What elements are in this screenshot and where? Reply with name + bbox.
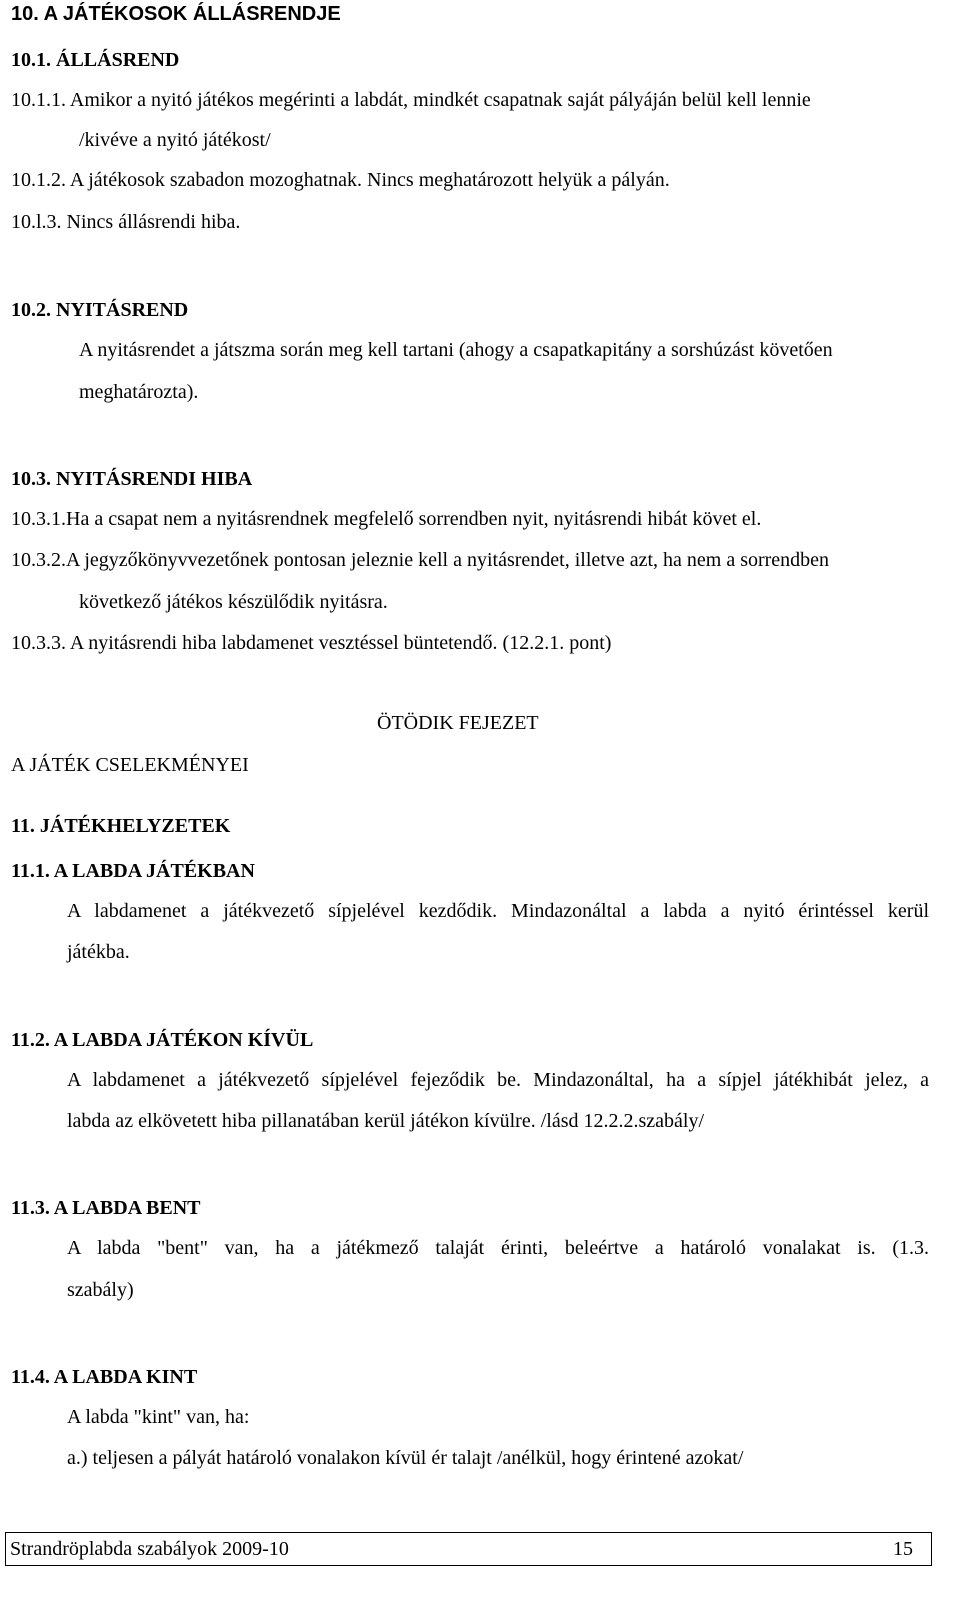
section-10-2-title: 10.2. NYITÁSREND xyxy=(11,299,189,321)
rule-10-3-3: 10.3.3. A nyitásrendi hiba labdamenet vesztéssel büntetendő. (12.2.1. pont) xyxy=(11,632,612,654)
rule-10-2-line2: meghatározta). xyxy=(79,381,199,403)
rule-10-3-1: 10.3.1.Ha a csapat nem a nyitásrendnek megfelelő sorrendben nyit, nyitásrendi hibát követ el. xyxy=(11,508,762,530)
page-footer xyxy=(5,1532,932,1566)
rule-11-3-line1: A labda "bent" van, ha a játékmező talaját érinti, beleértve a határoló vonalakat is. (1.3. xyxy=(67,1237,929,1259)
footer-page-number: 15 xyxy=(893,1538,913,1560)
section-11-2-title: 11.2. A LABDA JÁTÉKON KÍVÜL xyxy=(11,1029,314,1051)
rule-11-3-line2: szabály) xyxy=(67,1279,134,1301)
rule-10-1-1-line2: /kivéve a nyitó játékost/ xyxy=(79,129,271,151)
rule-11-1-line2: játékba. xyxy=(67,941,130,963)
rule-11-4-line2: a.) teljesen a pályát határoló vonalakon kívül ér talajt /anélkül, hogy érintené azokat/ xyxy=(67,1447,744,1469)
rule-10-3-2-line2: következő játékos készülődik nyitásra. xyxy=(79,591,388,613)
section-11-4-title: 11.4. A LABDA KINT xyxy=(11,1366,198,1388)
section-10-title: 10. A JÁTÉKOSOK ÁLLÁSRENDJE xyxy=(11,3,341,25)
rule-11-2-line1: A labdamenet a játékvezető sípjelével fejeződik be. Mindazonáltal, ha a sípjel játékhibát jelez, a xyxy=(67,1069,929,1091)
rule-10-2-line1: A nyitásrendet a játszma során meg kell tartani (ahogy a csapatkapitány a sorshúzást követően xyxy=(79,339,833,361)
section-10-1-title: 10.1. ÁLLÁSREND xyxy=(11,49,180,71)
rule-10-1-2: 10.1.2. A játékosok szabadon mozoghatnak. Nincs meghatározott helyük a pályán. xyxy=(11,169,670,191)
rule-10-3-2-line1: 10.3.2.A jegyzőkönyvvezetőnek pontosan jeleznie kell a nyitásrendet, illetve azt, ha nem a sorrendben xyxy=(11,549,830,571)
section-10-3-title: 10.3. NYITÁSRENDI HIBA xyxy=(11,468,253,490)
rule-11-1-line1: A labdamenet a játékvezető sípjelével kezdődik. Mindazonáltal a labda a nyitó érintéssel kerül xyxy=(67,900,929,922)
chapter-title: A JÁTÉK CSELEKMÉNYEI xyxy=(11,754,249,776)
section-11-title: 11. JÁTÉKHELYZETEK xyxy=(11,815,231,837)
rule-10-1-3: 10.l.3. Nincs állásrendi hiba. xyxy=(11,211,241,233)
rule-10-1-1-line1: 10.1.1. Amikor a nyitó játékos megérinti a labdát, mindkét csapatnak saját pályáján belül kell lennie xyxy=(11,89,811,111)
chapter-number: ÖTÖDIK FEJEZET xyxy=(377,712,539,734)
section-11-3-title: 11.3. A LABDA BENT xyxy=(11,1197,201,1219)
section-11-1-title: 11.1. A LABDA JÁTÉKBAN xyxy=(11,860,255,882)
footer-document-title: Strandröplabda szabályok 2009-10 xyxy=(10,1538,289,1560)
rule-11-2-line2: labda az elkövetett hiba pillanatában kerül játékon kívülre. /lásd 12.2.2.szabály/ xyxy=(67,1110,705,1132)
rule-11-4-line1: A labda "kint" van, ha: xyxy=(67,1406,250,1428)
